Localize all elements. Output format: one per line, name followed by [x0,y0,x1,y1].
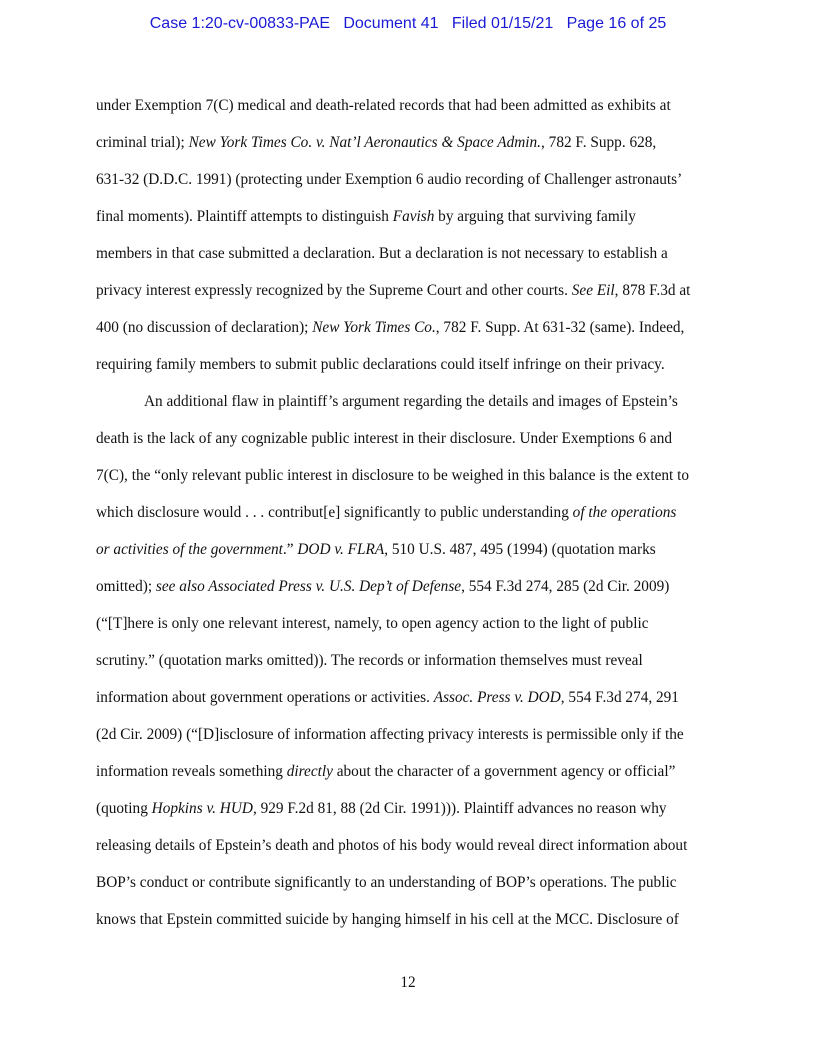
text-run: 400 (no discussion of declaration); [96,319,313,336]
text-run: , 782 F. Supp. At 631-32 (same). Indeed, [435,319,685,336]
citation-text: directly [286,763,333,780]
text-run: omitted); [96,578,156,595]
text-run: members in that case submitted a declaration. But a declaration is not necessary to establish a [96,245,668,262]
citation-text: Hopkins v. HUD [151,800,253,817]
text-run: which disclosure would . . . contribut[e] significantly to public understanding [96,504,573,521]
text-run: criminal trial); [96,134,189,151]
text-line [96,905,724,942]
text-run: releasing details of Epstein’s death and photos of his body would reveal direct information about [96,837,688,854]
text-run: .” [282,541,298,558]
text-run: final moments). Plaintiff attempts to distinguish [96,208,393,225]
citation-text: Favish [392,208,435,225]
text-line [96,794,724,831]
text-line [96,757,724,794]
text-run: information about government operations or activities. [96,689,434,706]
text-run: 631-32 (D.D.C. 1991) (protecting under Exemption 6 audio recording of Challenger astronauts’ [96,171,683,188]
text-line [96,424,724,461]
text-line [96,313,724,350]
citation-text: of the operations [572,504,677,521]
citation-text: New York Times Co. v. Nat’l Aeronautics & Space Admin. [188,134,542,151]
text-line [96,165,724,202]
text-run: , 510 U.S. 487, 495 (1994) (quotation marks [384,541,656,558]
text-run: , 554 F.3d 274, 291 [560,689,679,706]
text-line [96,202,724,239]
text-line [96,498,724,535]
text-run: , 782 F. Supp. 628, [541,134,657,151]
citation-text: New York Times Co. [312,319,436,336]
text-run: , 878 F.3d at [614,282,691,299]
text-line [96,91,724,128]
citation-text: see also Associated Press v. U.S. Dep’t of Defense [155,578,462,595]
text-run: information reveals something [96,763,287,780]
text-run: knows that Epstein committed suicide by hanging himself in his cell at the MCC. Disclosure of [96,911,679,928]
case-number: Case 1:20-cv-00833-PAE [149,15,330,32]
citation-text: See Eil [571,282,615,299]
text-run: , 929 F.2d 81, 88 (2d Cir. 1991))). Plaintiff advances no reason why [252,800,667,817]
citation-text: Assoc. Press v. DOD [433,689,561,706]
text-run: (quoting [96,800,152,817]
document-number: Document 41 [343,15,439,32]
text-line [96,868,724,905]
text-line [96,350,724,387]
text-run: (“[T]here is only one relevant interest, namely, to open agency action to the light of public [96,615,649,632]
text-run: death is the lack of any cognizable public interest in their disclosure. Under Exemptions 6 and [96,430,673,447]
text-line [96,535,724,572]
page-number: 12 [400,974,416,991]
text-line [96,720,724,757]
text-line [96,387,724,424]
text-run: about the character of a government agency or official” [332,763,676,780]
text-line [96,461,724,498]
text-run: by arguing that surviving family [434,208,636,225]
text-run: privacy interest expressly recognized by the Supreme Court and other courts. [96,282,572,299]
text-run: 7(C), the “only relevant public interest in disclosure to be weighed in this balance is the extent to [96,467,690,484]
body-text [96,91,724,942]
citation-text: or activities of the government [96,541,283,558]
text-line [96,609,724,646]
text-line [96,572,724,609]
text-line [96,683,724,720]
text-run: under Exemption 7(C) medical and death-related records that had been admitted as exhibits at [96,97,671,114]
filed-date: Filed 01/15/21 [451,15,554,32]
text-line [96,239,724,276]
text-run: scrutiny.” (quotation marks omitted)). The records or information themselves must reveal [96,652,643,669]
page-indicator: Page 16 of 25 [566,15,667,32]
text-line [96,646,724,683]
text-run: requiring family members to submit public declarations could itself infringe on their privacy. [96,356,665,373]
text-line [96,276,724,313]
citation-text: DOD v. FLRA [297,541,385,558]
text-run: An additional flaw in plaintiff’s argument regarding the details and images of Epstein’s [144,393,678,410]
case-header [0,14,816,34]
text-line [96,128,724,165]
text-run: , 554 F.3d 274, 285 (2d Cir. 2009) [461,578,670,595]
text-run: BOP’s conduct or contribute significantly to an understanding of BOP’s operations. The public [96,874,677,891]
text-run: (2d Cir. 2009) (“[D]isclosure of information affecting privacy interests is permissible only if the [96,726,684,743]
text-line [96,831,724,868]
